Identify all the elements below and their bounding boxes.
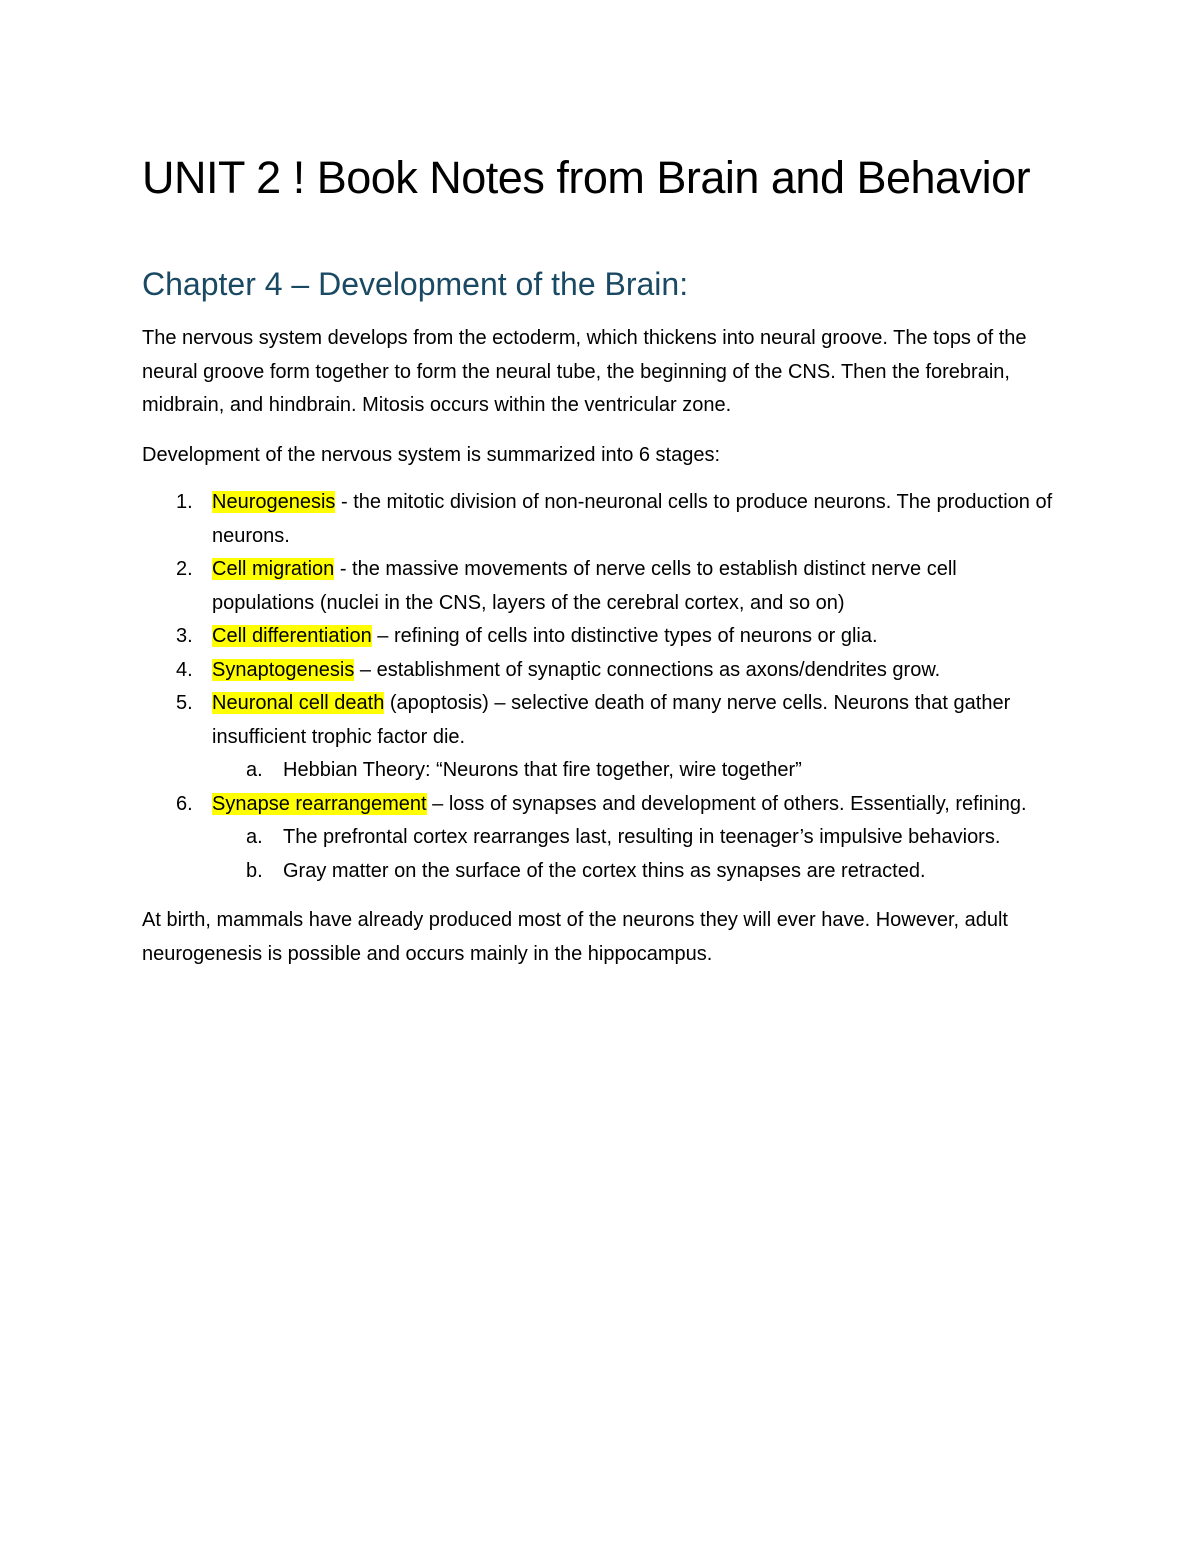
sub-list bbox=[212, 821, 1062, 888]
sub-item bbox=[142, 855, 1062, 889]
stage-term-highlight: Synapse rearrangement bbox=[212, 792, 427, 815]
stage-term-highlight: Cell differentiation bbox=[212, 625, 372, 647]
stage-number: 2. bbox=[176, 558, 193, 580]
stage-description: (apoptosis) – selective death of many nerve cells. Neurons that gather insufficient trophic factor die. bbox=[212, 692, 1011, 748]
chapter-heading: Chapter 4 – Development of the Brain: bbox=[142, 266, 689, 302]
stage-term-highlight: Neuronal cell death bbox=[212, 692, 385, 714]
stage-description: - the massive movements of nerve cells to establish distinct nerve cell populations (nuclei in the CNS, layers of the cerebral cortex, and so on) bbox=[212, 558, 957, 614]
intro-paragraph: The nervous system develops from the ectoderm, which thickens into neural groove. The tops of the neural groove form together to form the neural tube, the beginning of the CNS. Then the forebrain, midbrain, and hindbrain. Mitosis occurs within the ventricular zone. bbox=[142, 327, 1027, 416]
stage-description: – refining of cells into distinctive types of neurons or glia. bbox=[371, 625, 878, 647]
sub-item-text: The prefrontal cortex rearranges last, resulting in teenager’s impulsive behaviors. bbox=[283, 826, 1001, 848]
sub-item-letter: a. bbox=[246, 759, 263, 781]
stages-intro: Development of the nervous system is summarized into 6 stages: bbox=[142, 443, 721, 466]
stage-description: – loss of synapses and development of others. Essentially, refining. bbox=[426, 792, 1027, 815]
stage-description: – establishment of synaptic connections as axons/dendrites grow. bbox=[354, 658, 941, 681]
stage-term-highlight: Cell migration bbox=[212, 558, 335, 580]
stage-number: 5. bbox=[176, 692, 193, 714]
stage-number: 6. bbox=[176, 792, 193, 815]
document-page bbox=[142, 148, 1062, 971]
sub-item-text: Gray matter on the surface of the cortex thins as synapses are retracted. bbox=[283, 859, 926, 882]
sub-item bbox=[142, 821, 1062, 855]
sub-item-letter: b. bbox=[246, 859, 263, 882]
stage-item bbox=[142, 654, 1062, 688]
stage-item bbox=[142, 788, 1062, 889]
stage-term-highlight: Neurogenesis bbox=[212, 491, 336, 513]
stage-item bbox=[142, 687, 1062, 788]
stage-item bbox=[142, 620, 1062, 654]
stage-description: - the mitotic division of non-neuronal cells to produce neurons. The production of neurons. bbox=[212, 491, 1053, 547]
stage-number: 3. bbox=[176, 625, 193, 647]
closing-paragraph: At birth, mammals have already produced most of the neurons they will ever have. However, adult neurogenesis is possible and occurs mainly in the hippocampus. bbox=[142, 909, 1008, 965]
stage-item bbox=[142, 486, 1062, 553]
sub-item-text: Hebbian Theory: “Neurons that fire together, wire together” bbox=[283, 759, 802, 781]
sub-item bbox=[142, 754, 1062, 788]
stage-number: 4. bbox=[176, 658, 193, 681]
stage-term-highlight: Synaptogenesis bbox=[212, 658, 355, 681]
sub-list bbox=[212, 754, 1062, 788]
stage-item bbox=[142, 553, 1062, 620]
sub-item-letter: a. bbox=[246, 826, 263, 848]
stages-list bbox=[142, 486, 1062, 888]
document-title: UNIT 2 ! Book Notes from Brain and Behavior bbox=[142, 152, 1031, 203]
stage-number: 1. bbox=[176, 491, 193, 513]
